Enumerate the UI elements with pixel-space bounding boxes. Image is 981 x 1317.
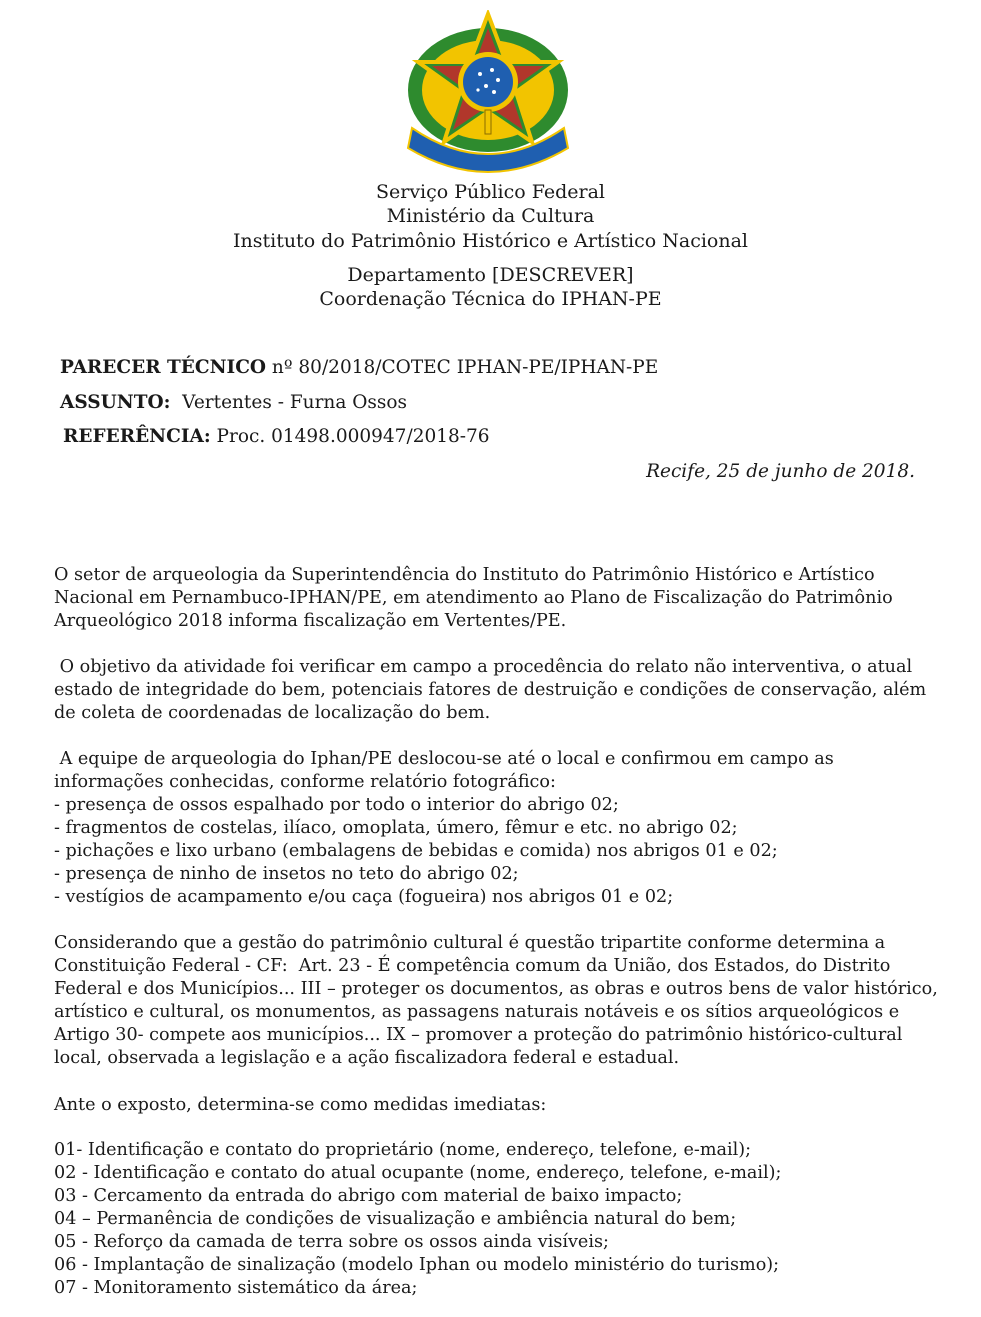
parecer-line — [60, 356, 658, 380]
header-department: Departamento [DESCREVER] — [347, 264, 634, 286]
finding-item: - presença de ossos espalhado por todo o interior do abrigo 02; — [54, 795, 619, 815]
finding-item: - pichações e lixo urbano (embalagens de bebidas e comida) nos abrigos 01 e 02; — [54, 841, 778, 861]
text-line: Arqueológico 2018 informa fiscalização em Vertentes/PE. — [54, 611, 567, 631]
measure-item: 02 - Identificação e contato do atual ocupante (nome, endereço, telefone, e-mail); — [54, 1163, 782, 1183]
text-line: Nacional em Pernambuco-IPHAN/PE, em atendimento ao Plano de Fiscalização do Patrimônio — [54, 588, 893, 608]
header-ministry: Ministério da Cultura — [386, 205, 595, 227]
text-line: Artigo 30- compete aos municípios... IX – promover a proteção do patrimônio histórico-cultural — [54, 1025, 903, 1045]
measure-item: 03 - Cercamento da entrada do abrigo com material de baixo impacto; — [54, 1186, 683, 1206]
assunto-value: Vertentes - Furna Ossos — [170, 392, 408, 413]
measures-list — [54, 1139, 934, 1300]
parecer-label: PARECER TÉCNICO — [60, 357, 267, 378]
text-line: local, observada a legislação e a ação fiscalizadora federal e estadual. — [54, 1048, 680, 1068]
measure-item: 05 - Reforço da camada de terra sobre os ossos ainda visíveis; — [54, 1232, 609, 1252]
assunto-label: ASSUNTO: — [60, 392, 171, 413]
paragraph-intro — [54, 564, 934, 633]
text-line: Constituição Federal - CF: Art. 23 - É competência comum da União, dos Estados, do Distrito — [54, 956, 891, 976]
finding-item: - fragmentos de costelas, ilíaco, omoplata, úmero, fêmur e etc. no abrigo 02; — [54, 818, 738, 838]
text-line: artístico e cultural, os monumentos, as passagens naturais notáveis e os sítios arqueológicos e — [54, 1002, 900, 1022]
measure-item: 06 - Implantação de sinalização (modelo Iphan ou modelo ministério do turismo); — [54, 1255, 780, 1275]
text-line: de coleta de coordenadas de localização do bem. — [54, 703, 491, 723]
header-coordination: Coordenação Técnica do IPHAN-PE — [319, 288, 662, 310]
assunto-line — [60, 391, 407, 415]
referencia-value: Proc. 01498.000947/2018-76 — [210, 426, 490, 447]
finding-item: - vestígios de acampamento e/ou caça (fogueira) nos abrigos 01 e 02; — [54, 887, 674, 907]
parecer-value: nº 80/2018/COTEC IPHAN-PE/IPHAN-PE — [266, 357, 659, 378]
finding-item: - presença de ninho de insetos no teto do abrigo 02; — [54, 864, 519, 884]
measure-item: 01- Identificação e contato do proprietário (nome, endereço, telefone, e-mail); — [54, 1140, 752, 1160]
brazil-coat-of-arms — [402, 10, 574, 176]
text-line: estado de integridade do bem, potenciais fatores de destruição e condições de conservação, além — [54, 680, 927, 700]
text-line: O objetivo da atividade foi verificar em campo a procedência do relato não interventiva, o atual — [54, 657, 913, 677]
header-service: Serviço Público Federal — [375, 181, 605, 203]
document-date: Recife, 25 de junho de 2018. — [646, 461, 915, 482]
measure-item: 07 - Monitoramento sistemático da área; — [54, 1278, 418, 1298]
referencia-label: REFERÊNCIA: — [63, 426, 211, 447]
header-institute: Instituto do Patrimônio Histórico e Artístico Nacional — [232, 230, 748, 252]
text-line: informações conhecidas, conforme relatório fotográfico: — [54, 772, 556, 792]
paragraph-legal-basis — [54, 932, 938, 1070]
measure-item: 04 – Permanência de condições de visualização e ambiência natural do bem; — [54, 1209, 737, 1229]
referencia-line — [63, 425, 490, 449]
text-line: O setor de arqueologia da Superintendência do Instituto do Patrimônio Histórico e Artístico — [54, 565, 875, 585]
paragraph-findings — [54, 748, 934, 909]
text-line: Federal e dos Municípios... III – proteger os documentos, as obras e outros bens de valor histórico, — [54, 979, 938, 999]
text-line: Considerando que a gestão do patrimônio cultural é questão tripartite conforme determina a — [54, 933, 886, 953]
paragraph-measures-intro: Ante o exposto, determina-se como medidas imediatas: — [54, 1095, 547, 1115]
text-line: A equipe de arqueologia do Iphan/PE deslocou-se até o local e confirmou em campo as — [54, 749, 834, 769]
paragraph-objective — [54, 656, 934, 725]
